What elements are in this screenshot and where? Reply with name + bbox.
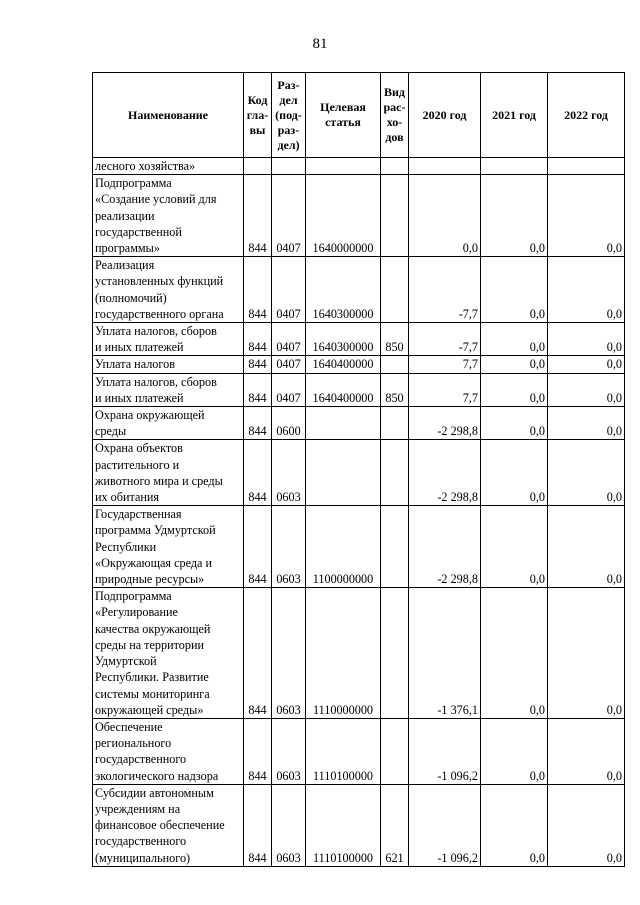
table-row: [93, 784, 625, 866]
row-2022-value-cell: 0,0: [548, 588, 625, 719]
row-2020-value-cell: -7,7: [409, 257, 481, 323]
row-expense-type-cell: [381, 718, 409, 784]
row-name-cell: Охрана окружающей среды: [93, 407, 244, 440]
row-2022-value-cell: 0,0: [548, 257, 625, 323]
row-2020-value-cell: -2 298,8: [409, 506, 481, 588]
row-name-cell: Охрана объектов растительного и животного мира и среды их обитания: [93, 440, 244, 506]
row-expense-type-cell: [381, 440, 409, 506]
row-2021-value-cell: 0,0: [481, 506, 548, 588]
row-2022-value-cell: 0,0: [548, 784, 625, 866]
row-section-cell: 0407: [272, 323, 306, 356]
budget-table: [92, 72, 625, 867]
row-name-cell: Уплата налогов, сборов и иных платежей: [93, 323, 244, 356]
row-2021-value-cell: 0,0: [481, 175, 548, 257]
row-2022-value-cell: 0,0: [548, 323, 625, 356]
row-target-article-cell: [306, 440, 381, 506]
table-row: [93, 257, 625, 323]
row-2022-value-cell: 0,0: [548, 506, 625, 588]
row-chapter-code-cell: 844: [244, 506, 272, 588]
row-section-cell: 0407: [272, 257, 306, 323]
header-target-article: Целевая статья: [306, 73, 381, 158]
row-name-cell: Подпрограмма «Создание условий для реализации государственной программы»: [93, 175, 244, 257]
row-2021-value-cell: 0,0: [481, 373, 548, 406]
row-target-article-cell: 1640000000: [306, 175, 381, 257]
row-chapter-code-cell: 844: [244, 588, 272, 719]
row-target-article-cell: 1640400000: [306, 373, 381, 406]
row-expense-type-cell: [381, 175, 409, 257]
row-expense-type-cell: 850: [381, 323, 409, 356]
row-chapter-code-cell: 844: [244, 407, 272, 440]
row-expense-type-cell: [381, 356, 409, 373]
row-section-cell: 0603: [272, 440, 306, 506]
row-section-cell: 0603: [272, 718, 306, 784]
row-2022-value-cell: 0,0: [548, 407, 625, 440]
row-2021-value-cell: 0,0: [481, 323, 548, 356]
table-row: [93, 356, 625, 373]
row-target-article-cell: 1110100000: [306, 784, 381, 866]
row-section-cell: 0603: [272, 588, 306, 719]
table-row: [93, 373, 625, 406]
table-row: [93, 718, 625, 784]
row-chapter-code-cell: 844: [244, 175, 272, 257]
row-target-article-cell: 1110000000: [306, 588, 381, 719]
row-section-cell: 0407: [272, 175, 306, 257]
table-row: [93, 407, 625, 440]
row-name-cell: Обеспечение регионального государственного экологического надзора: [93, 718, 244, 784]
row-2021-value-cell: 0,0: [481, 784, 548, 866]
header-2020: 2020 год: [409, 73, 481, 158]
row-expense-type-cell: [381, 257, 409, 323]
row-section-cell: 0603: [272, 506, 306, 588]
row-section-cell: 0407: [272, 373, 306, 406]
row-2022-value-cell: 0,0: [548, 440, 625, 506]
page-number: 81: [312, 36, 328, 52]
header-chapter-code: Код гла- вы: [244, 73, 272, 158]
row-target-article-cell: 1640400000: [306, 356, 381, 373]
table-row: [93, 440, 625, 506]
row-name-cell: Уплата налогов, сборов и иных платежей: [93, 373, 244, 406]
row-expense-type-cell: [381, 506, 409, 588]
row-target-article-cell: 1640300000: [306, 323, 381, 356]
row-2020-value-cell: [409, 158, 481, 175]
row-section-cell: [272, 158, 306, 175]
row-2020-value-cell: -1 096,2: [409, 718, 481, 784]
header-2021: 2021 год: [481, 73, 548, 158]
row-name-cell: Субсидии автономным учреждениям на финансовое обеспечение государственного (муниципального): [93, 784, 244, 866]
row-expense-type-cell: [381, 588, 409, 719]
table-row: [93, 175, 625, 257]
row-2021-value-cell: 0,0: [481, 588, 548, 719]
row-chapter-code-cell: 844: [244, 718, 272, 784]
row-name-cell: Подпрограмма «Регулирование качества окружающей среды на территории Удмуртской Республики. Развитие системы мониторинга окружающей среды»: [93, 588, 244, 719]
row-2020-value-cell: 0,0: [409, 175, 481, 257]
row-2022-value-cell: 0,0: [548, 175, 625, 257]
row-2022-value-cell: [548, 158, 625, 175]
row-2021-value-cell: [481, 158, 548, 175]
row-target-article-cell: 1100000000: [306, 506, 381, 588]
row-expense-type-cell: 850: [381, 373, 409, 406]
table-row: [93, 588, 625, 719]
row-2021-value-cell: 0,0: [481, 718, 548, 784]
table-row: [93, 323, 625, 356]
row-expense-type-cell: [381, 407, 409, 440]
header-expense-type: Вид рас- хо- дов: [381, 73, 409, 158]
row-2021-value-cell: 0,0: [481, 356, 548, 373]
row-2020-value-cell: -2 298,8: [409, 407, 481, 440]
table-header-row: [93, 73, 625, 158]
row-chapter-code-cell: 844: [244, 440, 272, 506]
header-2022: 2022 год: [548, 73, 625, 158]
row-target-article-cell: 1640300000: [306, 257, 381, 323]
row-chapter-code-cell: 844: [244, 784, 272, 866]
header-section: Раз- дел (под- раз- дел): [272, 73, 306, 158]
row-chapter-code-cell: 844: [244, 356, 272, 373]
row-2020-value-cell: -1 376,1: [409, 588, 481, 719]
row-name-cell: Уплата налогов: [93, 356, 244, 373]
row-name-cell: лесного хозяйства»: [93, 158, 244, 175]
row-name-cell: Реализация установленных функций (полномочий) государственного органа: [93, 257, 244, 323]
row-2020-value-cell: 7,7: [409, 373, 481, 406]
row-2021-value-cell: 0,0: [481, 440, 548, 506]
row-2022-value-cell: 0,0: [548, 356, 625, 373]
row-section-cell: 0600: [272, 407, 306, 440]
row-2022-value-cell: 0,0: [548, 373, 625, 406]
row-chapter-code-cell: 844: [244, 373, 272, 406]
table-row: [93, 506, 625, 588]
row-target-article-cell: [306, 158, 381, 175]
row-2020-value-cell: -2 298,8: [409, 440, 481, 506]
row-2022-value-cell: 0,0: [548, 718, 625, 784]
row-section-cell: 0407: [272, 356, 306, 373]
row-expense-type-cell: 621: [381, 784, 409, 866]
row-target-article-cell: [306, 407, 381, 440]
row-target-article-cell: 1110100000: [306, 718, 381, 784]
row-section-cell: 0603: [272, 784, 306, 866]
row-chapter-code-cell: [244, 158, 272, 175]
table-row: [93, 158, 625, 175]
row-expense-type-cell: [381, 158, 409, 175]
row-chapter-code-cell: 844: [244, 257, 272, 323]
row-2021-value-cell: 0,0: [481, 257, 548, 323]
row-chapter-code-cell: 844: [244, 323, 272, 356]
row-2021-value-cell: 0,0: [481, 407, 548, 440]
row-2020-value-cell: -1 096,2: [409, 784, 481, 866]
row-name-cell: Государственная программа Удмуртской Республики «Окружающая среда и природные ресурсы»: [93, 506, 244, 588]
row-2020-value-cell: -7,7: [409, 323, 481, 356]
row-2020-value-cell: 7,7: [409, 356, 481, 373]
header-name: Наименование: [93, 73, 244, 158]
